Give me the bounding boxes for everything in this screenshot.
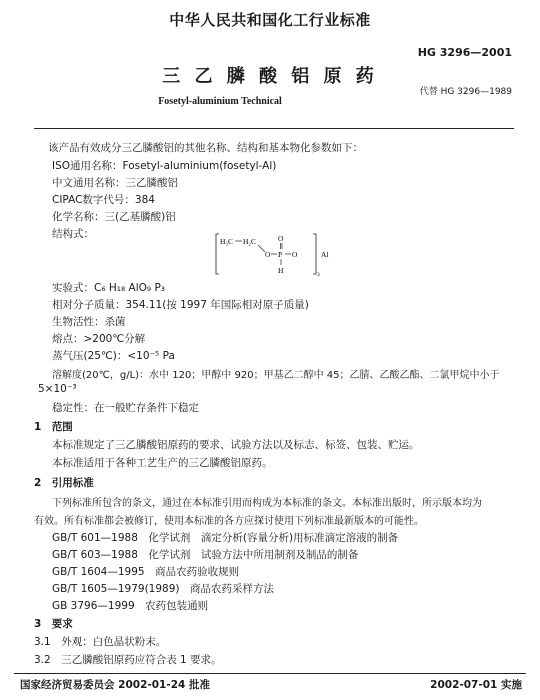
- empirical-formula: [52, 280, 165, 295]
- structure-label: 结构式：: [52, 228, 94, 240]
- section-3-heading: 3 要求: [34, 618, 73, 630]
- footer-divider: [14, 673, 526, 674]
- header-divider: [34, 128, 514, 129]
- reference-item: GB/T 603—1988 化学试剂 试验方法中所用制剂及制品的制备: [52, 549, 359, 561]
- formula-al: Al: [321, 250, 329, 259]
- replaces-standard: 代替 HG 3296—1989: [419, 87, 512, 97]
- document-subtitle: Fosetyl-aluminium Technical: [158, 96, 282, 107]
- formula-subscript-3: 3: [317, 272, 320, 276]
- section-3-item-2: 3.2 三乙膦酸铝原药应符合表 1 要求。: [34, 654, 222, 666]
- standard-category: 中华人民共和国化工行业标准: [169, 11, 371, 29]
- cipac-code: CIPAC数字代号：384: [52, 194, 155, 206]
- solubility-line-2: 5×10⁻³: [38, 383, 77, 395]
- formula-value: C₆ H₁₈ AlO₉ P₃: [94, 282, 165, 294]
- vapor-pressure: 蒸气压(25℃)：<10⁻⁵ Pa: [52, 350, 175, 362]
- section-1-para-2: 本标准适用于各种工艺生产的三乙膦酸铝原药。: [52, 457, 273, 469]
- iso-name: ISO通用名称：Fosetyl-aluminium(fosetyl-Al): [52, 160, 277, 172]
- formula-label: 实验式：: [52, 282, 94, 294]
- formula-o-top: O: [278, 234, 284, 243]
- section-3-item-1: 3.1 外观：白色晶状粉末。: [34, 636, 167, 648]
- chemical-name: 化学名称：三(乙基膦酸)铝: [52, 211, 176, 223]
- stability: 稳定性：在一般贮存条件下稳定: [52, 402, 199, 414]
- intro-lead: 该产品有效成分三乙膦酸铝的其他名称、结构和基本物化参数如下：: [48, 142, 363, 154]
- melting-point: 熔点：>200℃分解: [52, 333, 146, 345]
- document-title: 三 乙 膦 酸 铝 原 药: [162, 66, 378, 87]
- section-1-heading: 1 范围: [34, 421, 73, 433]
- reference-item: GB/T 1604—1995 商品农药验收规则: [52, 566, 240, 578]
- standard-code: HG 3296—2001: [417, 46, 512, 59]
- formula-o1: O: [265, 250, 271, 259]
- reference-item: GB/T 1605—1979(1989) 商品农药采样方法: [52, 583, 274, 595]
- formula-h: H: [278, 266, 284, 275]
- formula-o2: O: [292, 250, 298, 259]
- formula-p: P: [278, 250, 283, 259]
- bio-activity: 生物活性：杀菌: [52, 316, 126, 328]
- cn-name: 中文通用名称：三乙膦酸铝: [52, 177, 178, 189]
- molecular-weight: 相对分子质量：354.11(按 1997 年国际相对原子质量): [52, 299, 309, 311]
- formula-h2c: H₂C: [243, 237, 257, 246]
- effective-date: 2002-07-01 实施: [430, 679, 522, 691]
- structural-formula: [215, 232, 335, 276]
- reference-item: GB/T 601—1988 化学试剂 滴定分析(容量分析)用标准滴定溶液的制备: [52, 532, 399, 544]
- formula-h3c: H₃C: [220, 237, 234, 246]
- section-1-para-1: 本标准规定了三乙膦酸铝原药的要求、试验方法以及标志、标签、包装、贮运。: [52, 439, 420, 451]
- solubility-line-1: 溶解度(20℃，g/L)：水中 120；甲醇中 920；甲基乙二醇中 45；乙腈、乙酸乙酯、二氯甲烷中小于: [52, 370, 500, 381]
- reference-item: GB 3796—1999 农药包装通则: [52, 600, 209, 612]
- section-2-para-1: 下列标准所包含的条文，通过在本标准引用而构成为本标准的条文。本标准出版时，所示版本均为: [52, 498, 482, 509]
- section-2-para-2: 有效。所有标准都会被修订，使用本标准的各方应探讨使用下列标准最新版本的可能性。: [34, 516, 424, 527]
- section-2-heading: 2 引用标准: [34, 477, 94, 489]
- approval-info: 国家经济贸易委员会 2002-01-24 批准: [20, 679, 210, 691]
